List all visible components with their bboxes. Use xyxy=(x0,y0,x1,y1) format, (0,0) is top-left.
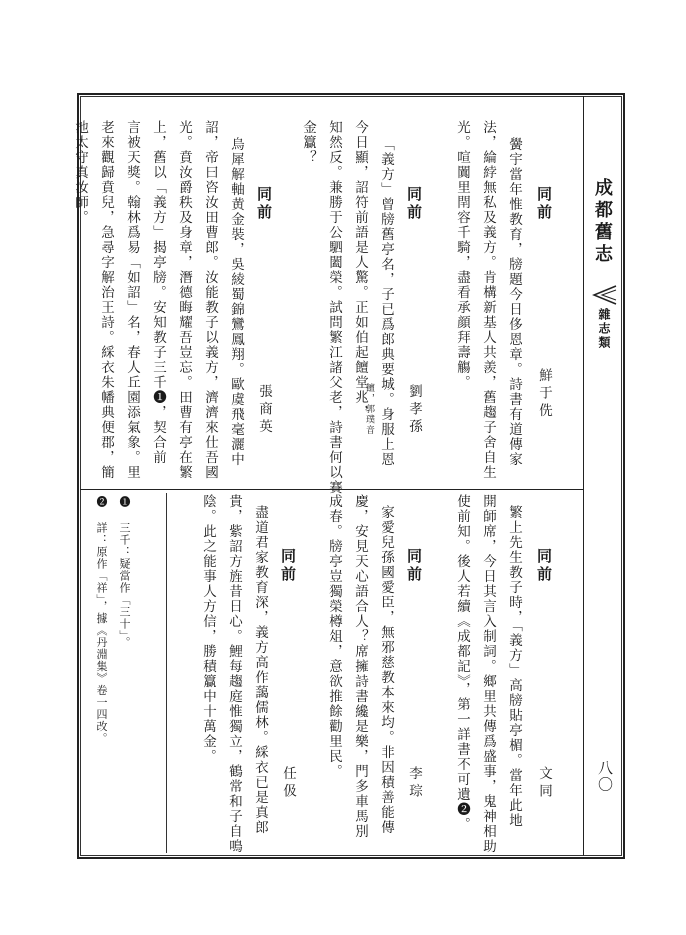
poem-author: 劉孝孫 xyxy=(406,384,422,437)
poem-line: 使前知。後人若續《成都記》，第一詳書不可遺❷。 xyxy=(454,494,470,833)
poem-line: 知然反。兼勝于公駟闔榮。試問繁江諸父老，詩書何以賽 xyxy=(326,120,342,495)
poem-title: 同前 xyxy=(405,548,423,584)
poem-line: 「義方」曾牓舊亭名，子已爲郎典要城。身服上恩 xyxy=(378,137,394,467)
poem-title: 同前 xyxy=(535,186,553,222)
poem-line: 貴，紫詔方旌昔日心。鯉每趨庭惟獨立，鶴常和子自鳴 xyxy=(226,494,242,854)
gloss-note: 饘，郭璞音 xyxy=(364,383,374,436)
page-number: 八〇 xyxy=(596,760,614,793)
poem-author: 張商英 xyxy=(256,384,272,437)
poem-author: 任伋 xyxy=(280,766,296,801)
poem-line: 開師席，今日其言入制詞。鄉里共傳爲盛事，鬼神相助 xyxy=(480,494,496,854)
poem-line: 黌宇當年惟教育，牓題今日侈恩章。詩書有道傳家 xyxy=(506,137,522,467)
poem-title: 同前 xyxy=(535,548,553,584)
poem-title: 同前 xyxy=(279,548,297,584)
poem-line: 光。賁汝爵秩及身章，潛德晦耀吾豈忘。田曹有亭在繁 xyxy=(176,120,192,480)
section-label: 雜志類 xyxy=(597,308,611,350)
poem-line: 詔，帝曰咨汝田曹郎。汝能教子以義方，濟濟來仕吾國 xyxy=(202,120,218,480)
poem-line: 池太守真汝師。 xyxy=(72,120,88,225)
poem-author: 鮮于侁 xyxy=(536,368,552,421)
poem-line: 盡道君家教育深，義方高作藹儒林。綵衣已是真郎 xyxy=(252,505,268,835)
poem-line: 慶，安見天心語合人？席擁詩書纔是樂，門多車馬別 xyxy=(352,494,368,839)
poem-line: 言被天獎。翰林爲易「如詔」名，春人丘園添氣象。里 xyxy=(124,120,140,480)
sidebar-divider xyxy=(583,96,584,856)
poem-line: 法，綸綍無私及義方。肯構新基人共羨，舊趨子舍自生 xyxy=(480,120,496,480)
poem-line: 今日顯，詔符前語是人驚。正如伯起饘堂兆， xyxy=(352,120,368,420)
poem-title: 同前 xyxy=(405,186,423,222)
poem-author: 文同 xyxy=(536,766,552,801)
poem-line: 繁上先生教子時，「義方」高牓貼亭楣。當年此地 xyxy=(506,505,522,829)
poem-line: 陰。此之能事人方信，勝積籯中十萬金。 xyxy=(200,494,216,764)
poem-line: 烏犀解軸黄金裝，吳綾蜀錦鸞鳳翔。歐虞飛毫灑中 xyxy=(228,137,244,467)
poem-line: 光。喧闐里閈容千騎，盡看承顔拜壽觴。 xyxy=(454,120,470,390)
poem-line: 老來觀歸賁兒，急尋字解治王詩。綵衣朱幡典便郡，簡 xyxy=(98,120,114,480)
poem-line: 金籯？ xyxy=(300,120,316,165)
chevron-section-icon xyxy=(588,284,618,306)
footnote-divider xyxy=(166,493,167,853)
poem-author: 李琮 xyxy=(406,766,422,801)
poem-line: 成春。牓亭豈獨榮樽俎，意欲推餘勸里民。 xyxy=(326,494,342,779)
poem-title: 同前 xyxy=(255,186,273,222)
footnote: ❷ 詳：原作「祥」，據《丹淵集》卷一四改。 xyxy=(95,496,108,745)
footnote: ❶ 三千：疑當作「三十」。 xyxy=(118,496,131,649)
book-title: 成都舊志 xyxy=(592,178,613,266)
poem-line: 家愛兒孫國愛臣，無邪慈教本來均。非因積善能傳 xyxy=(378,505,394,835)
poem-line: 上，舊以「義方」揭亭牓。安知教子三千❶，契合前 xyxy=(150,120,166,465)
